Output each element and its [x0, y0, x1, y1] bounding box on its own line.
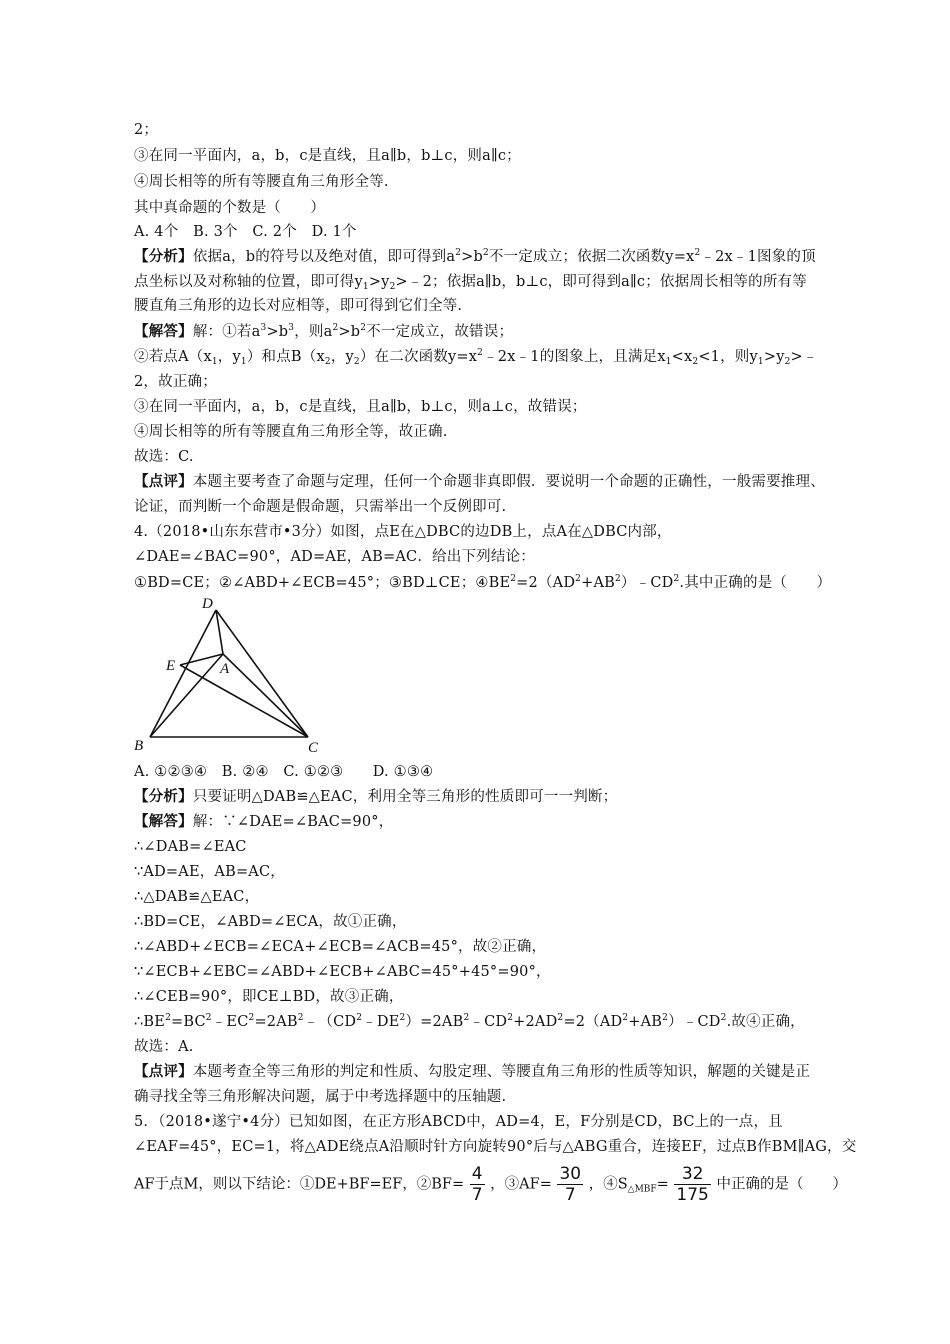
analysis-line: 【分析】依据a，b的符号以及绝对值，即可得到$a^2>b^2$不一定成立；依据二次函数$y=x^2﹣2x﹣1$图象的顶: [134, 248, 816, 265]
solution-line: 故选：A.: [134, 1039, 194, 1055]
question-4-line: ∠DAE=∠BAC=90°，AD=AE，AB=AC．给出下列结论：: [134, 549, 535, 565]
answer-options: A. ①②③④ B. ②④ C. ①②③ D. ①③④: [134, 764, 434, 780]
comment-line: 确寻找全等三角形解决问题，属于中考选择题中的压轴题.: [134, 1089, 507, 1105]
comment-line: 【点评】本题考查全等三角形的判定和性质、勾股定理、等腰直角三角形的性质等知识，解题的关键是正: [134, 1063, 811, 1080]
segment-dc: [216, 610, 308, 737]
question-5-line: 5．（2018•遂宁•4分）已知如图，在正方形ABCD中，AD=4，E，F分别是CD，BC上的一点，且: [134, 1114, 783, 1130]
solution-line: 2，故正确；: [134, 374, 217, 390]
solution-line: ∵AD=AE，AB=AC，: [134, 864, 285, 880]
text-line: 其中真命题的个数是（ ）: [134, 200, 326, 216]
text-line: ④周长相等的所有等腰直角三角形全等.: [134, 174, 389, 190]
solution-line: ∴BD=CE，∠ABD=∠ECA，故①正确，: [134, 914, 407, 930]
label-a: A: [220, 661, 230, 677]
solution-line: $\therefore BE^2=BC^2﹣EC^2=2AB^2﹣(CD^2﹣DE^2)=2AB^2﹣CD^2+2AD^2=2(AD^2+AB^2)﹣CD^2$.故④正确，: [134, 1013, 805, 1030]
solution-line: 故选：C.: [134, 449, 194, 465]
comment-line: 论证，而判断一个命题是假命题，只需举出一个反例即可.: [134, 499, 507, 515]
fraction-s: $\frac{32}{175}$: [676, 1164, 709, 1205]
label-d: D: [202, 596, 213, 612]
question-4-line: ①BD=CE；②∠ABD+∠ECB=45°；③BD⊥CE；$④BE^2=2(AD^2+AB^2)﹣CD^2$.其中正确的是（ ）: [134, 574, 832, 591]
segment-da: [216, 610, 223, 654]
solution-line: ∵∠ECB+∠EBC=∠ABD+∠ECB+∠ABC=45°+45°=90°，: [134, 964, 551, 980]
text-line: 2；: [134, 122, 159, 138]
fraction-af: $\frac{30}{7}$: [559, 1164, 582, 1205]
analysis-line: 点坐标以及对称轴的位置，即可得$y_1>y_2>﹣2$；依据a∥b，b⊥c，即可得到a∥c；依据周长相等的所有等: [134, 274, 807, 292]
solution-line: ∴∠CEB=90°，即CE⊥BD，故③正确，: [134, 989, 404, 1005]
segment-ec: [180, 665, 308, 737]
label-e: E: [166, 658, 176, 674]
solution-line: ∴∠DAB=∠EAC: [134, 839, 247, 855]
triangle-figure: [128, 592, 328, 757]
solution-line: ∴∠ABD+∠ECB=∠ECA+∠ECB=∠ACB=45°，故②正确，: [134, 939, 547, 955]
solution-line: 【解答】解：①若$a^3>b^3$，则$a^2>b^2$不一定成立，故错误；: [134, 323, 514, 340]
segment-ea: [180, 654, 223, 665]
analysis-line: 腰直角三角形的边长对应相等，即可得到它们全等.: [134, 298, 463, 314]
solution-line: ④周长相等的所有等腰直角三角形全等，故正确.: [134, 424, 448, 440]
solution-line: ②若点$A(x_1$，$y_1$）和点$B(x_2$，$y_2$）在二次函数$y=x^2﹣2x﹣1$的图象上，且满足$x_1<x_2<1$，则$y_1>y_2>﹣$: [134, 348, 818, 367]
analysis-line: 【分析】只要证明△DAB≌△EAC，利用全等三角形的性质即可一一判断；: [134, 788, 618, 805]
question-4-line: 4.（2018•山东东营市•3分）如图，点E在△DBC的边DB上，点A在△DBC内部，: [134, 524, 672, 540]
answer-options: A. 4个 B. 3个 C. 2个 D. 1个: [134, 224, 357, 240]
label-b: B: [134, 738, 144, 754]
question-5-line: ∠EAF=45°，EC=1，将△ADE绕点A沿顺时针方向旋转90°后与△ABG重合，连接EF，过点B作BM∥AG，交: [134, 1139, 857, 1155]
text-line: ③在同一平面内，a，b，c是直线，且a∥b，b⊥c，则a∥c；: [134, 148, 521, 164]
comment-line: 【点评】本题主要考查了命题与定理，任何一个命题非真即假．要说明一个命题的正确性，一般需要推理、: [134, 473, 825, 490]
question-5-line: AF于点M，则以下结论：①DE+BF=EF，②BF= $\frac{4}{7}$ ，③AF= $\frac{30}{7}$ ，$④S_{\triangle MBF}=$ $\frac{32}{175}$ 中正确的是（ ）: [134, 1164, 847, 1205]
label-c: C: [308, 740, 319, 756]
fraction-bf: $\frac{4}{7}$: [471, 1164, 483, 1205]
solution-line: ∴△DAB≌△EAC，: [134, 889, 260, 905]
solution-line: ③在同一平面内，a，b，c是直线，且a∥b，b⊥c，则a⊥c，故错误；: [134, 399, 587, 415]
solution-line: 【解答】解：∵∠DAE=∠BAC=90°，: [134, 813, 394, 830]
